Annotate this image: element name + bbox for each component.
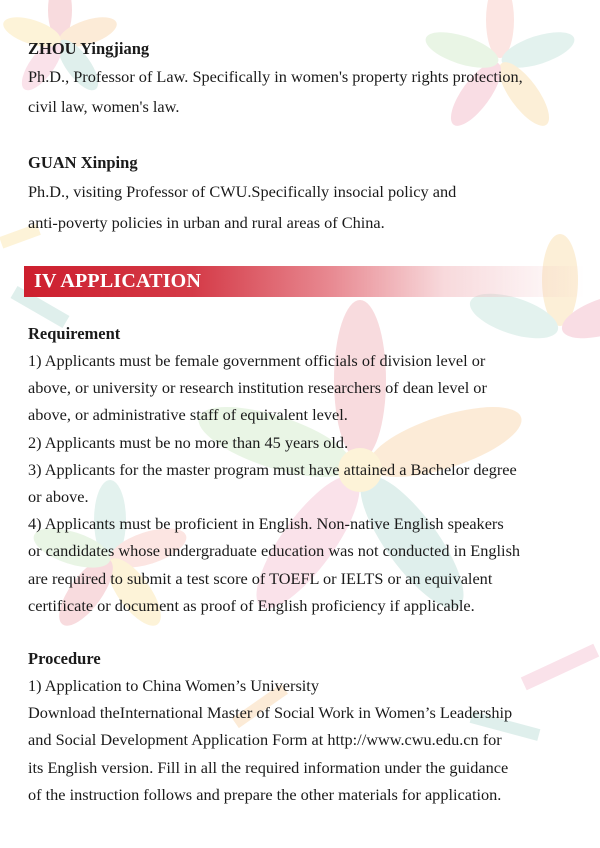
requirement-line: above, or university or research institution researchers of dean level or xyxy=(28,378,487,398)
procedure-section xyxy=(28,648,588,808)
faculty-bio-line: anti-poverty policies in urban and rural areas of China. xyxy=(28,213,385,233)
procedure-line: its English version. Fill in all the required information under the guidance xyxy=(28,757,509,777)
faculty-name: ZHOU Yingjiang xyxy=(28,39,150,58)
faculty-bio-line: Ph.D., visiting Professor of CWU.Specifically insocial policy and xyxy=(28,182,457,201)
procedure-line: and Social Development Application Form at http://www.cwu.edu.cn for xyxy=(28,730,502,750)
requirement-line: 3) Applicants for the master program must have attained a Bachelor degree xyxy=(28,459,517,479)
faculty-bio-line: civil law, women's law. xyxy=(28,97,180,117)
requirement-section xyxy=(28,323,588,619)
requirement-line: 1) Applicants must be female government officials of division level or xyxy=(28,351,486,370)
procedure-list xyxy=(28,672,588,808)
requirement-line: certificate or document as proof of English proficiency if applicable. xyxy=(28,595,475,615)
requirement-heading: Requirement xyxy=(28,324,121,343)
requirement-line: or above. xyxy=(28,487,89,507)
requirement-line: or candidates whose undergraduate education was not conducted in English xyxy=(28,541,521,561)
requirement-line: are required to submit a test score of TOEFL or IELTS or an equivalent xyxy=(28,568,493,588)
faculty-bio-line: Ph.D., Professor of Law. Specifically in women's property rights protection, xyxy=(28,67,523,86)
requirement-line: 2) Applicants must be no more than 45 years old. xyxy=(28,432,349,452)
requirement-line: above, or administrative staff of equivalent level. xyxy=(28,405,348,425)
section-header-bar xyxy=(24,266,584,297)
requirement-list xyxy=(28,347,588,619)
procedure-heading: Procedure xyxy=(28,649,101,668)
faculty-entry xyxy=(28,38,588,120)
procedure-line: of the instruction follows and prepare the other materials for application. xyxy=(28,784,502,804)
faculty-entry xyxy=(28,152,588,236)
requirement-line: 4) Applicants must be proficient in English. Non-native English speakers xyxy=(28,514,504,534)
procedure-line: 1) Application to China Women’s University xyxy=(28,676,319,695)
section-title: IV APPLICATION xyxy=(34,270,202,292)
faculty-name: GUAN Xinping xyxy=(28,153,138,172)
procedure-line: Download theInternational Master of Social Work in Women’s Leadership xyxy=(28,703,513,723)
